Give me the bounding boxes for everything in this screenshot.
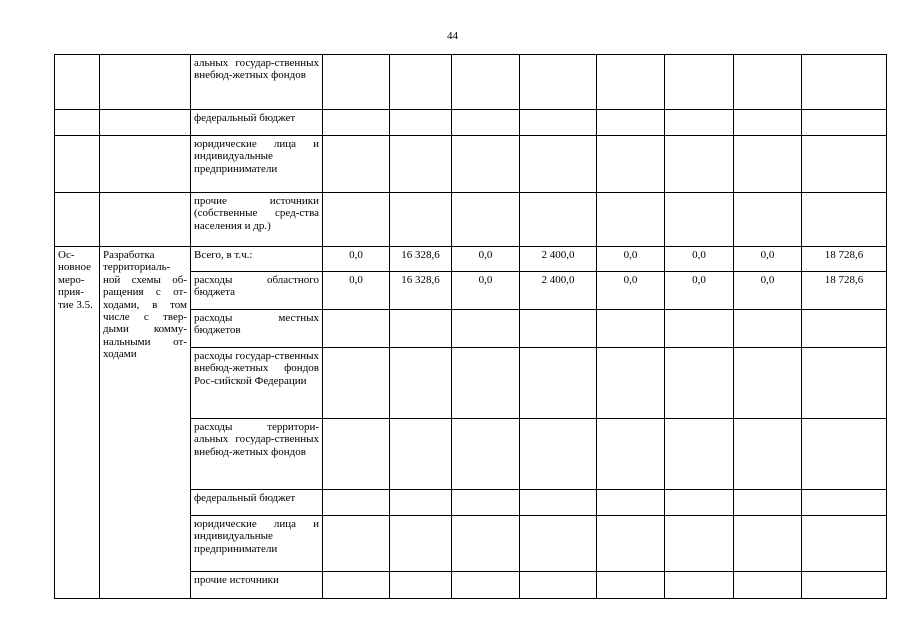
table-row bbox=[55, 193, 887, 247]
value-cell bbox=[665, 490, 734, 516]
value-cell bbox=[597, 310, 665, 348]
value-cell bbox=[323, 572, 390, 599]
source-label: федеральный бюджет bbox=[191, 110, 323, 136]
value-cell bbox=[390, 572, 452, 599]
value-cell: 16 328,6 bbox=[390, 272, 452, 310]
value-cell: 18 728,6 bbox=[802, 272, 887, 310]
value-cell: 0,0 bbox=[665, 247, 734, 272]
source-label: расходы государ-ственных внебюд-жетных фондов Рос-сийской Федерации bbox=[191, 348, 323, 419]
value-cell bbox=[802, 572, 887, 599]
value-cell bbox=[452, 490, 520, 516]
value-cell bbox=[665, 419, 734, 490]
source-label: федеральный бюджет bbox=[191, 490, 323, 516]
value-cell bbox=[802, 310, 887, 348]
value-cell: 0,0 bbox=[323, 247, 390, 272]
value-cell: 2 400,0 bbox=[520, 247, 597, 272]
source-label: прочие источники (собственные сред-ства населения и др.) bbox=[191, 193, 323, 247]
activity-code-cell bbox=[55, 55, 100, 110]
value-cell bbox=[323, 348, 390, 419]
value-cell: 0,0 bbox=[452, 272, 520, 310]
value-cell bbox=[734, 348, 802, 419]
value-cell bbox=[390, 516, 452, 572]
value-cell bbox=[734, 419, 802, 490]
value-cell bbox=[802, 348, 887, 419]
value-cell bbox=[597, 490, 665, 516]
value-cell bbox=[802, 419, 887, 490]
value-cell bbox=[520, 310, 597, 348]
value-cell bbox=[802, 490, 887, 516]
value-cell: 0,0 bbox=[597, 272, 665, 310]
table-row bbox=[55, 247, 887, 272]
value-cell bbox=[390, 348, 452, 419]
value-cell bbox=[597, 572, 665, 599]
table-row bbox=[55, 136, 887, 193]
value-cell bbox=[734, 310, 802, 348]
value-cell bbox=[323, 310, 390, 348]
value-cell bbox=[452, 348, 520, 419]
budget-table bbox=[54, 54, 887, 599]
value-cell bbox=[734, 516, 802, 572]
value-cell bbox=[390, 419, 452, 490]
table-row bbox=[55, 55, 887, 110]
value-cell: 0,0 bbox=[323, 272, 390, 310]
source-label: юридические лица и индивидуальные предприниматели bbox=[191, 516, 323, 572]
value-cell bbox=[665, 516, 734, 572]
value-cell bbox=[452, 419, 520, 490]
value-cell bbox=[323, 419, 390, 490]
value-cell bbox=[734, 490, 802, 516]
value-cell bbox=[665, 572, 734, 599]
value-cell bbox=[452, 310, 520, 348]
source-label: юридические лица и индивидуальные предприниматели bbox=[191, 136, 323, 193]
value-cell bbox=[665, 310, 734, 348]
value-cell bbox=[323, 490, 390, 516]
value-cell: 18 728,6 bbox=[802, 247, 887, 272]
activity-code: Ос-новное меро-прия-тие 3.5. bbox=[55, 247, 100, 599]
source-label: прочие источники bbox=[191, 572, 323, 599]
page-number: 44 bbox=[447, 30, 458, 42]
value-cell bbox=[520, 572, 597, 599]
table-row bbox=[55, 110, 887, 136]
source-label: Всего, в т.ч.: bbox=[191, 247, 323, 272]
value-cell bbox=[597, 419, 665, 490]
value-cell bbox=[452, 572, 520, 599]
activity-name-cell bbox=[100, 55, 191, 110]
source-label: расходы областного бюджета bbox=[191, 272, 323, 310]
value-cell bbox=[520, 348, 597, 419]
value-cell bbox=[390, 310, 452, 348]
value-cell: 0,0 bbox=[734, 247, 802, 272]
value-cell: 0,0 bbox=[665, 272, 734, 310]
source-label: альных государ-ственных внебюд-жетных фондов bbox=[191, 55, 323, 110]
source-label: расходы местных бюджетов bbox=[191, 310, 323, 348]
value-cell bbox=[520, 419, 597, 490]
source-label: расходы территори-альных государ-ственных внебюд-жетных фондов bbox=[191, 419, 323, 490]
value-cell bbox=[452, 516, 520, 572]
value-cell bbox=[323, 516, 390, 572]
value-cell: 16 328,6 bbox=[390, 247, 452, 272]
value-cell bbox=[520, 490, 597, 516]
value-cell bbox=[665, 348, 734, 419]
activity-name: Разработка территориаль-ной схемы об-ращения с от-ходами, в том числе с твер-дыми комму-нальными от-ходами bbox=[100, 247, 191, 599]
value-cell bbox=[802, 516, 887, 572]
value-cell bbox=[390, 490, 452, 516]
value-cell bbox=[520, 516, 597, 572]
value-cell: 0,0 bbox=[452, 247, 520, 272]
value-cell bbox=[597, 348, 665, 419]
value-cell: 0,0 bbox=[597, 247, 665, 272]
value-cell bbox=[597, 516, 665, 572]
value-cell: 0,0 bbox=[734, 272, 802, 310]
value-cell: 2 400,0 bbox=[520, 272, 597, 310]
value-cell bbox=[734, 572, 802, 599]
